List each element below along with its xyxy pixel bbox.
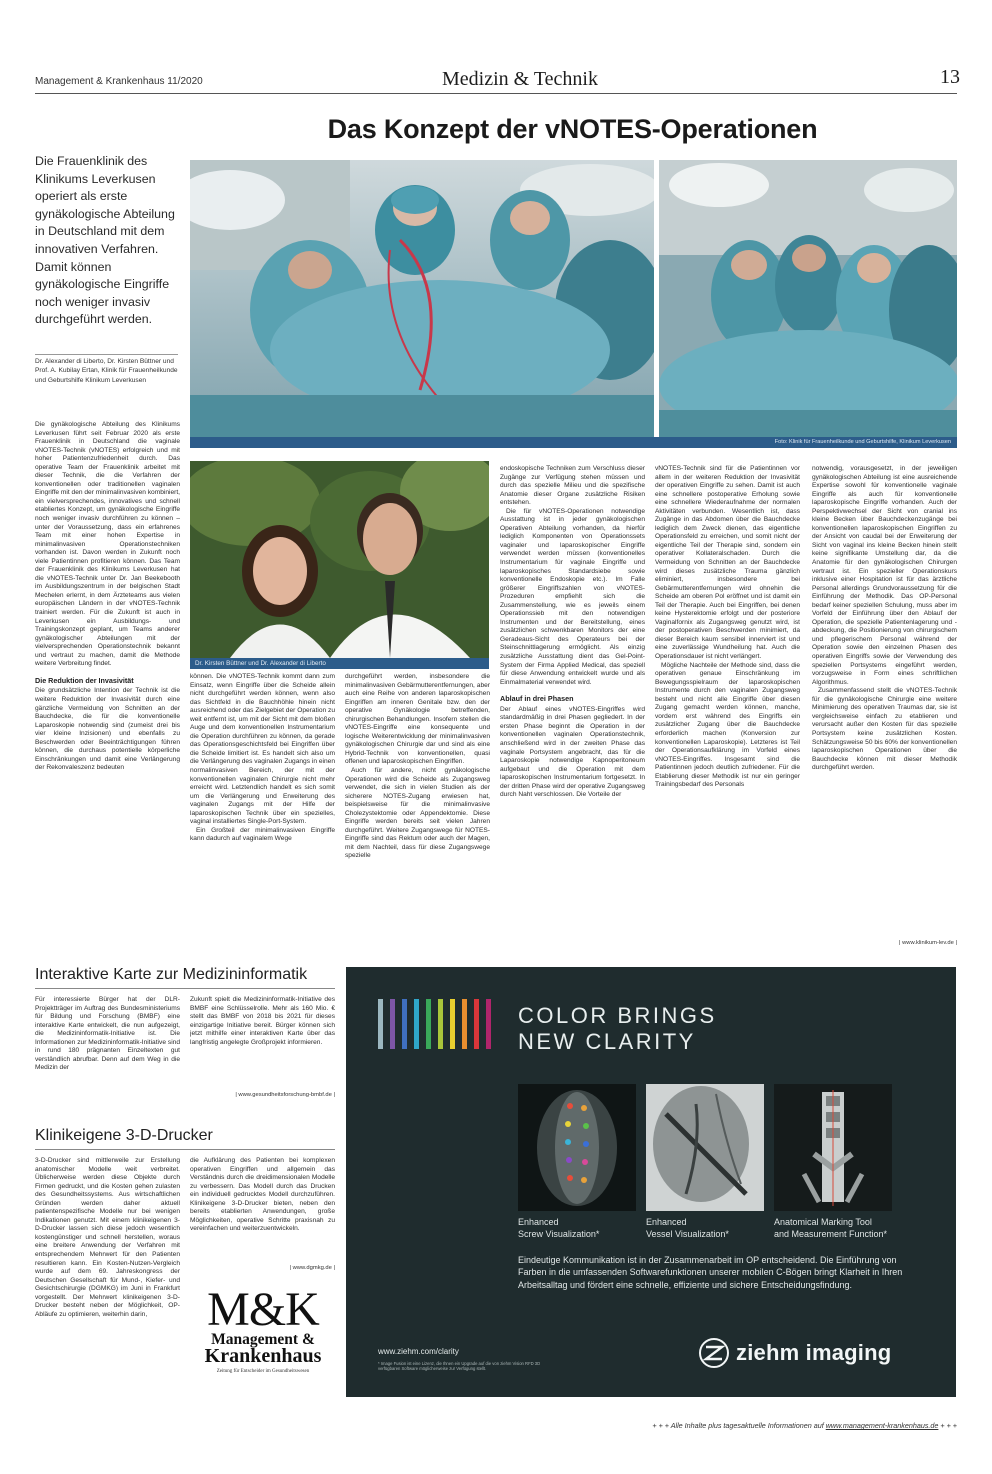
color-stripe bbox=[426, 999, 431, 1049]
feature-label-line: Screw Visualization* bbox=[518, 1228, 600, 1239]
footer-website-link[interactable]: www.management-krankenhaus.de bbox=[825, 1421, 939, 1430]
paragraph: Zusammenfassend stellt die vNOTES-Technik für die gynäkologische Chirurgie eine weitere Minimierung des operativen Traumas dar, sie ist vergleichsweise einfach zu etablieren und verursacht außer den Kosten für das spezielle Portsystem keine zusätzlichen Kosten. Schätzungsweise 50 bis 60% der konventionellen laparoskopischen Operationen über die Bauchdecke können mit dieser Methodik durchgeführt werden. bbox=[812, 687, 957, 772]
drucker-rule bbox=[35, 1149, 335, 1150]
mk-logo-line-1: Management & bbox=[211, 1331, 315, 1348]
karte-title: Interaktive Karte zur Medizininformatik bbox=[35, 966, 308, 983]
paragraph: Die für vNOTES-Operationen notwendige Ausstattung ist in jeder gynäkologischen Operativen Abteilung vorhanden, da hierfür lediglich Komponenten von Operationssets vaginaler und laparoskopischer Eingriffe verwendet werden müssen (konventionelles Instrumentarium für vaginale Eingriffe und laparoskopisches Standardsiebe sowie konventionelle Endoskopie etc.). Im Falle größerer Eingriffszahlen von vNOTES-Prozeduren empfiehlt sich die Zusammenstellung, wie es jeweils einem Operationssieb mit den notwendigen Instrumenten und der Bereitstellung, eines zusätzlichen schwenkbaren Monitors der eine Geradeaus-Sicht des Operateurs bei der Steinschnittlagerung ermöglicht. Als einzig zusätzliche Ausstattung dient das Gel-Point-System der Firma Applied Medical, das speziell für diese Anwendung entwickelt wurde und als Einmalmaterial verwendet wird. bbox=[500, 507, 645, 686]
paragraph: notwendig, vorausgesetzt, in der jeweiligen gynäkologischen Abteilung ist eine ausreichende Expertise sowohl für konventionelle vaginale Eingriffe als auch für konventionelle laparoskopische Eingriffe vorhanden. Auch der Perspektivwechsel der Sicht von cranial ins kleine Becken über Bauchdeckenzugänge bei konventionellen laparoskopischen Eingriffen zu der Ansicht von caudal bei der Erweiterung der Sicht von vaginal ins kleine Becken hinein stellt keine signifikante Umstellung dar, da die Anatomie für den gynäkologischen Chirurgen vertraut ist. Ein spezieller Operationskurs inklusive einer Hospitation ist für das ärztliche Personal allerdings Grundvoraussetzung für die Einführung der Methodik. Das OP-Personal bedarf keiner speziellen Schulung, muss aber im Vorfeld der Einführung über den Ablauf der Operation, die spezielle Patientenlagerung und -abdeckung, die Positionierung von chirurgischem und pflegerischem Personal während der Operation sowie den einzelnen Phasen des operativen Eingriffs sowie der Verwendung des speziellen Portsystems eingeführt werden, vorzugsweise in Form eines schriftlichen Algorithmus. bbox=[812, 465, 957, 686]
paragraph: Die gynäkologische Abteilung des Klinikums Leverkusen führt seit Februar 2020 als erste Frauenklinik in Deutschland die vaginale vNOTES-Technik (vNOTES) erfolgreich und mit hoher Patientenzufriedenheit durch. Das operative Team der Frauenklinik arbeitet mit dieser Technik, die die Verfahren der konventionellen oder traditionellen vaginalen Eingriffe mit den der minimalinvasiven kombiniert, ein vielversprechendes, innovatives und schnell etabliertes Konzept, um gynäkologische Eingriffe noch weniger invasiv durchführen zu können – unter der Voraussetzung, dass ein erfahrenes Team mit einer hohen Expertise in minimalinvasiven Operationstechniken vorhanden ist. Davon werden in Zukunft noch viele Patientinnen profitieren können. Das Team der Frauenklinik des Klinikums Leverkusen hat die vNOTES-Technik unter Dr. Jan Beekebooth im Ausbildungszentrum in der belgischen Stadt Mechelen erlernt, in dem Ärzteteams aus vielen europäischen Ländern in der vNOTES-Technik trainiert werden. Für die Zukunft ist auch in Leverkusen ein Ausbildungs- und Trainingskonzept geplant, um Teams anderer gynäkologischer Abteilungen mit der vielversprechenden Operationstechnik bekannt und vertraut zu machen, damit die Methode weitere Verbreitung findet. bbox=[35, 421, 180, 668]
color-stripe bbox=[438, 999, 443, 1049]
vessel-visualization-image bbox=[646, 1084, 764, 1211]
color-stripe bbox=[378, 999, 383, 1049]
surgery-photo-secondary bbox=[659, 160, 957, 437]
paragraph: endoskopische Techniken zum Verschluss dieser Zugänge zur Verfügung stehen müssen und durch das spezielle Milieu und die spezifische Anatomie dieser Organe zusätzliche Risiken entstehen. bbox=[500, 465, 645, 507]
paragraph: Zukunft spielt die Medizininformatik-Initiative des BMBF eine Schlüsselrolle. Mehr als 160 Mio. € stellt das BMBF von 2018 bis 2021 für dieses einzigartige Initiative bereit. Bürger können sich jetzt mithilfe einer interaktiven Karte über das langfristig angelegte Großprojekt informieren. bbox=[190, 996, 335, 1046]
color-stripe bbox=[462, 999, 467, 1049]
article-column-6 bbox=[812, 465, 957, 915]
portrait-caption: Dr. Kirsten Büttner und Dr. Alexander di Liberto bbox=[190, 658, 489, 669]
mk-logo-tagline: Zeitung für Entscheider im Gesundheitswesen bbox=[216, 1369, 310, 1374]
paragraph: 3-D-Drucker sind mittlerweile zur Erstellung anatomischer Modelle weit verbreitet. Üblicherweise werden diese Objekte durch Firmen gedruckt, und die Kosten gehen zulasten des Gesundheitssystems. Aus wirtschaftlichen Gründen werden daher aktuell patientenspezifische Modelle nur bei wenigen Indikationen genutzt. Mit einem klinikeigenen 3-D-Drucker lassen sich diese jedoch wesentlich kostengünstiger und schnell herstellen, woraus eine breitere Anwendung der Verfahren mit entsprechendem Mehrwert für den Patienten resultieren kann. Ein Kosten-Nutzen-Vergleich wurde auf dem 69. Jahreskongress der Deutschen Gesellschaft für Mund-, Kiefer- und Gesichtschirurgie (DGMKG) im Juni in Frankfurt vorgestellt. Der Mehrwert klinikeigenen 3-D-Drucker besteht neben der Möglichkeit, OP-Abläufe zu optimieren, weiterhin darin, bbox=[35, 1157, 180, 1318]
color-stripe bbox=[474, 999, 479, 1049]
ziehm-logo-icon bbox=[698, 1337, 730, 1369]
surgery-photo-main bbox=[190, 160, 654, 437]
article-column-3 bbox=[345, 673, 490, 951]
feature-label-line: Enhanced bbox=[646, 1217, 687, 1227]
page-number: 13 bbox=[940, 66, 960, 88]
article-headline: Das Konzept der vNOTES-Operationen bbox=[327, 114, 818, 144]
paragraph: die Aufklärung des Patienten bei komplexen operativen Eingriffen und allgemein das Verständnis durch die dreidimensionalen Modelle zu verbessern. Das Modell durch das Drucken ein individuell gedrucktes Modell durchzuführen. Klinikeigene 3-D-Drucker bieten, neben den bereits etablierten Anwendungen, große Möglichkeiten, operative Schritte praxisnah zu vereinfachen und weiterzuentwickeln. bbox=[190, 1157, 335, 1233]
paragraph: können. Die vNOTES-Technik kommt dann zum Einsatz, wenn Eingriffe über die Scheide allein nicht durchgeführt werden können, wenn also das Sichtfeld in die Bauchhöhle hinein nicht ausreichend oder das Zielgebiet der Operation zu weit entfernt ist, um mit der Sicht mit dem bloßen Auge und dem konventionellen Instrumentarium die Operation durchführen zu können, da gerade das Operationsgeschichtsfeld bei Eingriffen über die Scheide limitiert ist. Es handelt sich also um die Verlängerung des vaginalen Zugangs in einen normalinvasiven Bereich, der mit der konventionellen vaginalen Chirurgie nicht mehr erreicht wird. Letztendlich handelt es sich somit um die Verlängerung und Erweiterung des vaginalen Zugangs mit der Hilfe der laparoskopischen Technik über ein spezielles, vaginal installiertes Single-Port-System. bbox=[190, 673, 335, 826]
feature-label-line: Anatomical Marking Tool bbox=[774, 1217, 872, 1227]
article-column-5 bbox=[655, 465, 800, 951]
subheading-invasivitaet: Die Reduktion der Invasivität bbox=[35, 675, 134, 685]
drucker-title: Klinikeigene 3-D-Drucker bbox=[35, 1127, 213, 1144]
subheading-ablauf: Ablauf in drei Phasen bbox=[500, 694, 574, 704]
paragraph: durchgeführt werden, insbesondere die minimalinvasiven Gebärmutterentfernungen, aber auch eine Reihe von anderen laparoskopischen Eingriffen am inneren Genitale bzw. den der operative Gynäkologie betreffenden, chirurgischen Behandlungen. Insofern stellen die vNOTES-Eingriffe eine konsequente und logische Weiterentwicklung der minimalinvasiven gynäkologischen Chirurgie dar und sind als eine Hybrid-Technik von konventionellen, quasi offenen und laparoskopischen Eingriffen. bbox=[345, 673, 490, 766]
ziehm-advertisement[interactable] bbox=[346, 967, 956, 1397]
article-column-1 bbox=[35, 421, 180, 951]
feature-label-vessel bbox=[646, 1217, 729, 1240]
paragraph: Auch für andere, nicht gynäkologische Operationen wird die Scheide als Zugangsweg verwendet, die sich in vielen Studien als der sicherere NOTES-Zugang erwiesen hat, beispielsweise für die minimalinvasive Cholezystektomie oder Appendektomie. Diese Eingriffe werden bereits seit vielen Jahren durchgeführt. Weitere Zugangswege für NOTES-Eingriffe sind das Rektum oder auch der Magen, mit dem Nachteil, dass für diese Zugangswege spezielle bbox=[345, 767, 490, 860]
ad-body-copy: Eindeutige Kommunikation ist in der Zusammenarbeit im OP entscheidend. Die Einführung von Farben in die umfassenden Softwarefunktionen unserer mobilen C-Bögen bringt Klarheit in Ihren Arbeitsalltag und fördert eine schnelle, effiziente und sichere Entscheidungsfindung. bbox=[518, 1255, 903, 1290]
anatomical-marking-image bbox=[774, 1084, 892, 1211]
color-stripe bbox=[486, 999, 491, 1049]
karte-rule bbox=[35, 988, 335, 989]
paragraph: Ein Großteil der minimalinvasiven Eingriffe kann dadurch auf vaginalem Wege bbox=[190, 826, 335, 843]
karte-column-2 bbox=[190, 996, 335, 1076]
paragraph: Der Ablauf eines vNOTES-Eingriffes wird standardmäßig in drei Phasen gegliedert. In der ersten Phase beginnt die Operation in der konventionellen vaginalen Operationstechnik, anschließend wird in der zweiten Phase das vaginale Portsystem angebracht, das für die Laparoskopie notwendige Kapnoperitoneum aufgebaut und die Operation mit dem laparoskopischen Instrumentarium fortgesetzt. In der dritten Phase wird der operative Zugangsweg durch Naht verschlossen. Die Vorteile der bbox=[500, 705, 645, 799]
karte-column-1 bbox=[35, 996, 180, 1091]
feature-label-marking bbox=[774, 1217, 887, 1240]
ziehm-brand-name: ziehm imaging bbox=[736, 1340, 892, 1365]
article-source-link[interactable]: | www.klinikum-lev.de | bbox=[899, 940, 957, 946]
ad-headline-line-2: NEW CLARITY bbox=[518, 1029, 696, 1054]
drucker-column-1 bbox=[35, 1157, 180, 1405]
paragraph: Die grundsätzliche Intention der Technik ist die weitere Reduktion der Invasivität durch eine gänzliche Vermeidung von Schnitten an der Bauchdecke, die für die konventionelle Laparoskopie notwendig sind (zumeist drei bis vier kleine Inzisionen) und ebenfalls zu Beschwerden oder Beeinträchtigungen führen können, die durchaus potentielle körperliche Einschränkungen und damit eine Verlängerung der Rekonvaleszenz bedeuten bbox=[35, 687, 180, 772]
color-stripe bbox=[402, 999, 407, 1049]
article-column-4 bbox=[500, 465, 645, 951]
article-intro: Die Frauenklinik des Klinikums Leverkusen operiert als erste gynäkologische Abteilung in Deutschland mit dem innovativen Verfahren. Damit können gynäkologische Eingriffe noch weniger invasiv durchgeführt werden. bbox=[35, 154, 175, 327]
karte-source-link[interactable]: | www.gesundheitsforschung-bmbf.de | bbox=[235, 1092, 335, 1098]
drucker-source-link[interactable]: | www.dgmkg.de | bbox=[289, 1265, 335, 1271]
color-stripe bbox=[450, 999, 455, 1049]
ad-fine-print: * Image Fusion ist eine Lizenz, die Ihnen ein Upgrade auf die von ziehm Vision RFD 3D verfügbaren Software möglicherweise zur Verfügung stellt. bbox=[378, 1361, 541, 1371]
running-header-publication: Management & Krankenhaus 11/2020 bbox=[35, 76, 203, 87]
paragraph: Mögliche Nachteile der Methode sind, dass die operativen genaue Einschränkung im Bewegungsspielraum der laparoskopischen Instrumente durch den vaginalen Zugangsweg besteht und nicht alle Eingriffe über diesen Zugang gemacht werden können, manche, vordem erst während des Eingriffs ein zusätzlicher Zugang über die Bauchdecke erforderlich machen (Konversion zur konventionellen Laparoskopie). Letzteres ist Teil der Operationsaufklärung im Vorfeld eines vNOTES-Eingriffes. Insgesamt sind die Patientinnen jedoch deutlich zufriedener. Für die Etablierung dieser Methodik ist nur ein geringer Trainingsbedarf des Personals bbox=[655, 661, 800, 789]
drucker-column-2 bbox=[190, 1157, 335, 1262]
color-stripe bbox=[414, 999, 419, 1049]
paragraph: Für interessierte Bürger hat der DLR-Projektträger im Auftrag des Bundesministeriums für Bildung und Forschung (BMBF) eine interaktive Karte entwickelt, die nun aufgezeigt, die Medizininformatik-Initiative ist. Die Informationen zur Medizininformatik-Initiative sind in rund 180 prägnanten Einzeltexten gut verständlich abrufbar. Denn auf dem Weg in die Medizin der bbox=[35, 996, 180, 1072]
portrait-photo bbox=[190, 461, 489, 658]
footer-prefix: + + + Alle Inhalte plus tagesaktuelle Informationen auf bbox=[652, 1421, 826, 1430]
screw-visualization-image bbox=[518, 1084, 636, 1211]
article-authors: Dr. Alexander di Liberto, Dr. Kirsten Büttner und Prof. A. Kubilay Ertan, Klinik für Frauenheilkunde und Geburtshilfe Klinikum Leverkusen bbox=[35, 354, 178, 385]
photo-credit: Foto: Klinik für Frauenheilkunde und Geburtshilfe, Klinikum Leverkusen bbox=[190, 437, 957, 448]
ad-headline-line-1: COLOR BRINGS bbox=[518, 1003, 717, 1028]
footer-suffix: + + + bbox=[938, 1421, 957, 1430]
mk-logo-mark: M&K bbox=[207, 1283, 319, 1336]
ad-url-link[interactable]: www.ziehm.com/clarity bbox=[378, 1347, 459, 1356]
color-stripe bbox=[390, 999, 395, 1049]
article-column-2 bbox=[190, 673, 335, 951]
feature-label-screw bbox=[518, 1217, 599, 1240]
feature-label-line: and Measurement Function* bbox=[774, 1228, 888, 1239]
feature-label-line: Enhanced bbox=[518, 1217, 559, 1227]
running-header-section: Medizin & Technik bbox=[442, 68, 598, 90]
feature-label-line: Vessel Visualization* bbox=[646, 1228, 729, 1239]
paragraph: vNOTES-Technik sind für die Patientinnen vor allem in der weiteren Reduktion der Invasivität der operativen Eingriffe zu sehen. Damit ist auch eine schnellere postoperative Erholung sowie eine schnellere Wiederaufnahme der normalen Aktivitäten verbunden. Wesentlich ist, dass Zugänge in das Abdomen über die Bauchdecke lediglich dem Zweck dienen, das eigentliche Operationsfeld zu erreichen, und somit nicht der eigentliche Teil der Therapie sind, sondern ein operativer Kollateralschaden. Durch die Vermeidung von Schnitten an der Bauchdecke wird dieses zusätzliche Trauma gänzlich eliminiert, insbesondere bei Gebärmutterentfernungen wird ohnehin die Scheide am oberen Pol eröffnet und ist damit ein Teil der Therapie. Auch bei Eingriffen, bei denen keine Hysterektomie erfolgt und der posteriore Vaginalfornix als Zugangsweg genutzt wird, ist der postoperativen Beschwerden minimiert, da dieser Bereich kaum sensibel innerviert ist und eine zuverlässige Wundheilung hat. Auch die Operationsdauer ist nicht verlängert. bbox=[655, 465, 800, 661]
mk-logo-line-2: Krankenhaus bbox=[204, 1345, 322, 1367]
mk-logo bbox=[198, 1283, 328, 1374]
header-rule bbox=[35, 93, 957, 94]
color-stripes-graphic bbox=[378, 999, 498, 1049]
footer-promo bbox=[600, 1421, 957, 1430]
